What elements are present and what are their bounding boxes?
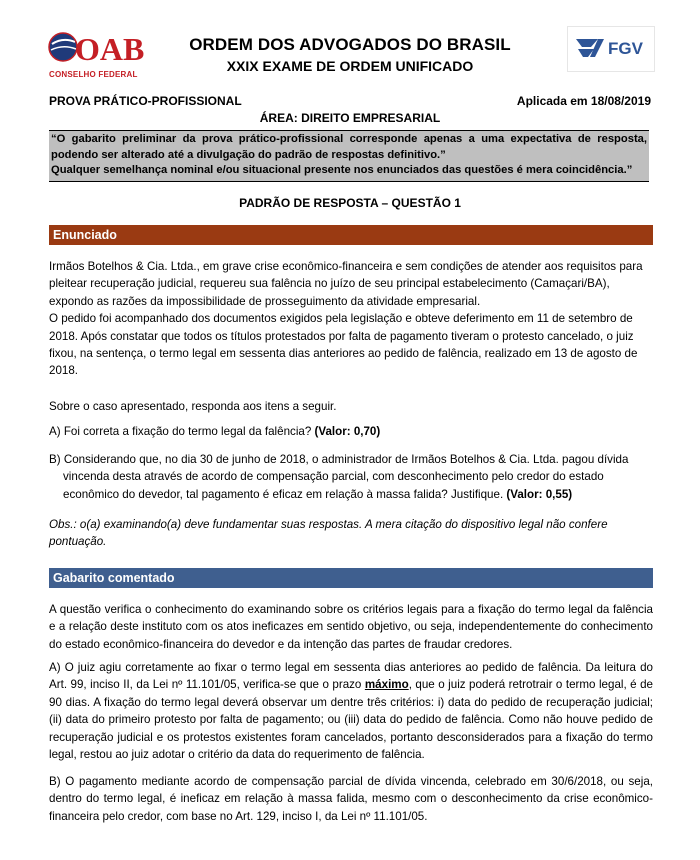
notice-line-2: Qualquer semelhança nominal e/ou situacional presente nos enunciados das questões é mera coincidência.”	[51, 164, 633, 176]
exam-area: ÁREA: DIREITO EMPRESARIAL	[259, 111, 441, 125]
gabarito-answer-a-part-2: , que o juiz poderá retrotrair o termo legal, é de 90 dias. A fixação do termo legal deverá observar um dentre três critérios: i) data do pedido de recuperação judicial; (ii) data do primeiro protesto por falta de pagamento; ou (iii) data do pedido de falência. Como não houve pedido de recuperação judicial e os protestos existentes foram cancelados, portanto desconsiderados para a fixação do termo legal, restou ao juiz adotar o critério da data do requerimento de falência.	[49, 678, 653, 762]
item-b-text: B) Considerando que, no dia 30 de junho de 2018, o administrador de Irmãos Botelhos & Cia. Ltda. pagou dívida vincenda desta através de acordo de compensação parcial, com desconhecimento pelo credor do estado econômico do devedor, tal pagamento é eficaz em relação à massa falida? Justifique.	[49, 453, 629, 501]
section-header-enunciado: Enunciado	[49, 225, 653, 245]
enunciado-prompt	[49, 398, 653, 415]
gabarito-answer-a-emphasis: máximo	[364, 678, 409, 692]
gabarito-answer-a	[49, 659, 653, 763]
header-subtitle: XXIX EXAME DE ORDEM UNIFICADO	[226, 58, 474, 74]
oab-logo-letters: OAB	[75, 31, 145, 67]
header-title: ORDEM DOS ADVOGADOS DO BRASIL	[189, 35, 511, 54]
fgv-emblem-icon	[568, 27, 608, 71]
enunciado-obs: Obs.: o(a) examinando(a) deve fundamentar suas respostas. A mera citação do dispositivo legal não confere pontuação.	[49, 518, 608, 549]
gabarito-answer-a-part-1: A) O juiz agiu corretamente ao fixar o termo legal em sessenta dias anteriores ao pedido de falência. Da leitura do Art. 99, inciso II, da Lei nº 11.101/05, verifica-se que o prazo	[49, 661, 653, 692]
exam-type: PROVA PRÁTICO-PROFISSIONAL	[49, 94, 242, 108]
page-header	[0, 0, 700, 90]
gabarito-answer-b: B) O pagamento mediante acordo de compensação parcial de dívida vincenda, celebrado em 30/6/2018, ou seja, dentro do termo legal, é ineficaz em relação à massa falida, mesmo com o desconhecimento da crise econômico-financeira pelo credor, com base no Art. 129, inciso I, da Lei nº 11.101/05.	[49, 775, 653, 823]
item-a-value: (Valor: 0,70)	[314, 425, 381, 438]
section-header-gabarito: Gabarito comentado	[49, 568, 653, 588]
applied-date: Aplicada em 18/08/2019	[516, 94, 651, 108]
notice-line-1: “O gabarito preliminar da prova prático-profissional corresponde apenas a uma expectativa de resposta, podendo ser alterado até a divulgação do padrão de respostas definitivo.”	[51, 133, 647, 161]
fgv-logo-text: FGV	[608, 39, 643, 58]
item-b-value: (Valor: 0,55)	[506, 487, 573, 501]
item-a-text: A) Foi correta a fixação do termo legal da falência?	[49, 425, 315, 438]
gabarito-paragraph-1: A questão verifica o conhecimento do examinando sobre os critérios legais para a fixação do termo legal da falência e a relação deste instituto com os atos ineficazes em sentido objetivo, ou seja, independentemente do conhecimento do estado econômico-financeira do devedor e da intenção das partes de fraudar credores.	[49, 603, 653, 651]
item-b	[49, 451, 653, 503]
oab-logo-subtext: CONSELHO FEDERAL	[49, 70, 138, 79]
fgv-logo	[567, 26, 655, 72]
enunciado-body	[49, 258, 653, 380]
enunciado-paragraph-3: Sobre o caso apresentado, responda aos itens a seguir.	[49, 400, 337, 413]
enunciado-paragraph-2: O pedido foi acompanhado dos documentos exigidos pela legislação e obteve deferimento em 11 de setembro de 2018. Após constatar que todos os títulos protestados por falta de pagamento tiveram o protesto cancelado, o juiz fixou, na sentença, o termo legal em sessenta dias anteriores ao pedido de falência, realizado em 13 de agosto de 2018.	[49, 312, 638, 378]
notice-box	[49, 130, 649, 182]
item-a	[49, 423, 653, 440]
enunciado-paragraph-1: Irmãos Botelhos & Cia. Ltda., em grave crise econômico-financeira e sem condições de atender aos requisitos para pleitear recuperação judicial, requereu sua falência no juízo de seu principal estabelecimento (Camaçari/BA), expondo as razões da impossibilidade de prosseguimento da atividade empresarial.	[49, 260, 643, 308]
question-title: PADRÃO DE RESPOSTA – QUESTÃO 1	[239, 196, 461, 210]
